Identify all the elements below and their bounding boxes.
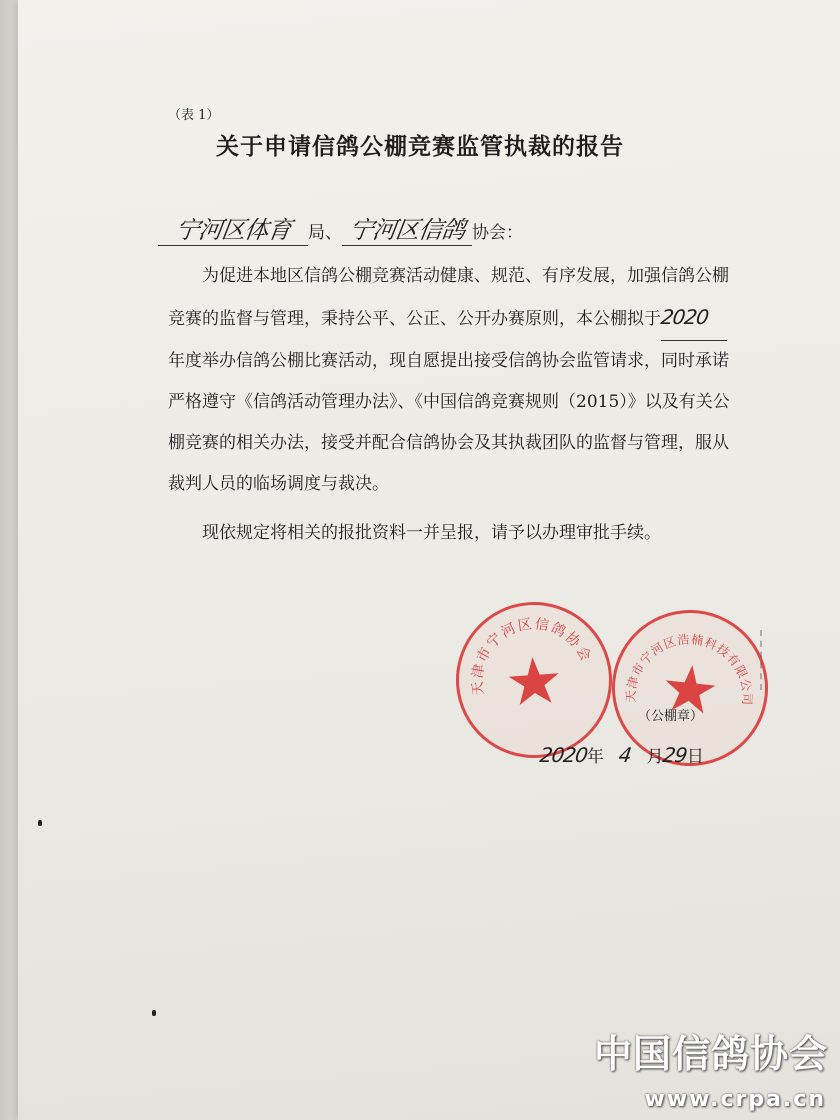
paper-crease bbox=[760, 630, 792, 690]
addressee-blank-1 bbox=[158, 210, 308, 246]
watermark-url: www.crpa.cn bbox=[644, 1087, 826, 1112]
addressee-association-suffix: 协会： bbox=[472, 223, 523, 243]
addressee-blank-2 bbox=[342, 210, 472, 246]
association-stamp-text: 天津市宁河区信鸽协会 bbox=[469, 616, 595, 697]
form-tag: （表 1） bbox=[168, 108, 220, 123]
paragraph-2: 现依规定将相关的报批资料一并呈报，请予以办理审批手续。 bbox=[202, 523, 661, 543]
body-text bbox=[168, 256, 738, 554]
ink-dot bbox=[152, 1010, 156, 1016]
seal-label: （公棚章） bbox=[638, 709, 704, 724]
watermark-title: 中国信鸽协会 bbox=[593, 1032, 828, 1076]
document-title: 关于申请信鸽公棚竞赛监管执裁的报告 bbox=[216, 133, 624, 160]
handwritten-year: 2020 bbox=[659, 305, 710, 329]
handwritten-association: 宁河区信鸽 bbox=[347, 216, 467, 244]
association-red-stamp bbox=[451, 597, 618, 764]
handwritten-date-month: 4 bbox=[617, 743, 633, 767]
ink-dot bbox=[38, 820, 42, 826]
document-page bbox=[18, 0, 840, 1120]
paragraph-1-start: 为促进本地区信鸽公棚竞赛活动健康、规范、有序发展，加强信鸽公棚竞赛的监督与管理，秉持公平、公正、公开办赛原则，本公棚拟于 bbox=[168, 266, 729, 329]
paragraph-1-end: 年度举办信鸽公棚比赛活动，现自愿提出接受信鸽协会监管请求，同时承诺严格遵守《信鸽活动管理办法》、《中国信鸽竞赛规则（2015）》以及有关公棚竞赛的相关办法，接受并配合信鸽协会及其执裁团队的监督与管理，服从裁判人员的临场调度与裁决。 bbox=[168, 351, 730, 494]
handwritten-date-day: 29 bbox=[661, 743, 689, 767]
date-day-unit: 日 bbox=[686, 747, 704, 767]
addressee-bureau-suffix: 局、 bbox=[308, 223, 342, 243]
handwritten-date-year: 2020 bbox=[538, 743, 589, 767]
date-month-unit: 月 bbox=[646, 747, 664, 767]
date-year-unit: 年 bbox=[586, 747, 604, 767]
date-line bbox=[540, 742, 704, 767]
year-blank bbox=[661, 297, 727, 341]
company-stamp-text: 天津市宁河区浩楠科技有限公司 bbox=[623, 632, 755, 707]
stamp-star-icon bbox=[507, 655, 560, 705]
handwritten-bureau: 宁河区体育 bbox=[173, 216, 293, 244]
paragraph-1 bbox=[168, 256, 738, 505]
association-stamp-svg bbox=[454, 600, 614, 760]
addressee-line bbox=[158, 210, 523, 246]
